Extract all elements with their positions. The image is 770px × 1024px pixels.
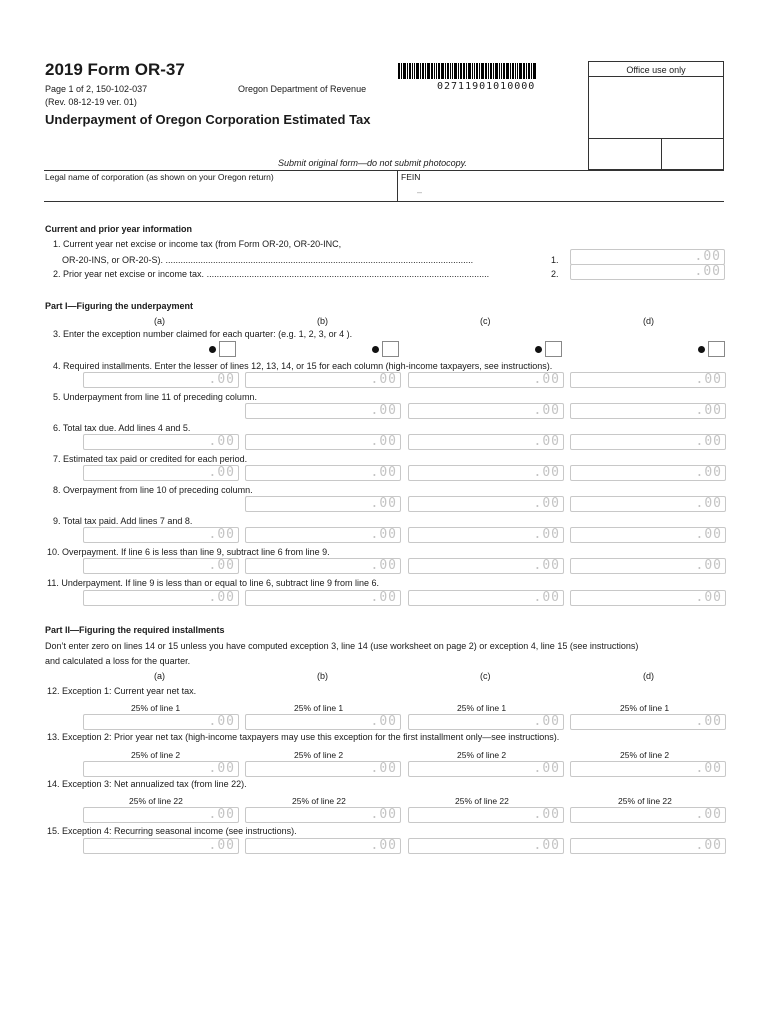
part2-intro-cont: and calculated a loss for the quarter. [45,656,191,666]
line12-sub-a: 25% of line 1 [131,703,181,713]
amount-placeholder: .00 [695,558,722,573]
amount-placeholder: .00 [533,403,560,418]
line4-text: 4. Required installments. Enter the lesser of lines 12, 13, 14, or 15 for each column (high-income taxpayers, see instructions). [53,361,553,371]
fein-label: FEIN [401,172,421,182]
amount-placeholder: .00 [370,761,397,776]
line5-text: 5. Underpayment from line 11 of preceding column. [53,392,257,402]
line7-c[interactable] [408,465,564,481]
part2-intro: Don’t enter zero on lines 14 or 15 unless you have computed exception 3, line 14 (use worksheet on page 2) or exception 4, line 15 (see instructions) [45,641,639,651]
line9-d[interactable] [570,527,726,543]
line6-text: 6. Total tax due. Add lines 4 and 5. [53,423,191,433]
line14-sub-a: 25% of line 22 [129,796,183,806]
line12-text: 12. Exception 1: Current year net tax. [47,686,197,696]
amount-placeholder: .00 [695,838,722,853]
line14-c[interactable] [408,807,564,823]
amount-placeholder: .00 [370,714,397,729]
amount-placeholder: .00 [370,590,397,605]
line11-c[interactable] [408,590,564,606]
amount-placeholder: .00 [533,372,560,387]
amount-placeholder: .00 [208,714,235,729]
line13-sub-c: 25% of line 2 [457,750,507,760]
line11-a[interactable] [83,590,239,606]
line1-text-cont: OR-20-INS, or OR-20-S). ........................................................................................................................... [62,255,474,265]
bullet [698,346,705,353]
amount-placeholder: .00 [370,527,397,542]
line3-text: 3. Enter the exception number claimed for each quarter: (e.g. 1, 2, 3, or 4 ). [53,329,353,339]
amount-placeholder: .00 [695,403,722,418]
amount-placeholder: .00 [695,714,722,729]
line5-b[interactable] [245,403,401,419]
part1-col-a: (a) [154,316,165,326]
line3-exception-d[interactable] [708,341,725,357]
amount-placeholder: .00 [208,590,235,605]
line12-c[interactable] [408,714,564,730]
line12-b[interactable] [245,714,401,730]
amount-placeholder: .00 [695,434,722,449]
amount-placeholder: .00 [695,465,722,480]
amount-placeholder: .00 [370,807,397,822]
form-title: 2019 Form OR-37 [45,60,185,79]
line4-b[interactable] [245,372,401,388]
line8-b[interactable] [245,496,401,512]
line12-d[interactable] [570,714,726,730]
line7-d[interactable] [570,465,726,481]
line7-b[interactable] [245,465,401,481]
amount-placeholder: .00 [533,496,560,511]
amount-placeholder: .00 [208,761,235,776]
line6-a[interactable] [83,434,239,450]
amount-placeholder: .00 [533,838,560,853]
amount-placeholder: .00 [370,558,397,573]
line10-c[interactable] [408,558,564,574]
amount-placeholder: .00 [208,527,235,542]
line8-text: 8. Overpayment from line 10 of preceding column. [53,485,253,495]
line3-exception-a[interactable] [219,341,236,357]
form-subtitle: Underpayment of Oregon Corporation Estimated Tax [45,112,371,127]
line11-text: 11. Underpayment. If line 9 is less than or equal to line 6, subtract line 9 from line 6. [47,578,380,588]
line10-a[interactable] [83,558,239,574]
line12-a[interactable] [83,714,239,730]
line14-sub-c: 25% of line 22 [455,796,509,806]
amount-placeholder: .00 [370,372,397,387]
line3-exception-b[interactable] [382,341,399,357]
line15-b[interactable] [245,838,401,854]
amount-placeholder: .00 [208,434,235,449]
revision: (Rev. 08-12-19 ver. 01) [45,97,137,107]
amount-placeholder: .00 [533,465,560,480]
amount-placeholder: .00 [533,434,560,449]
amount-placeholder: .00 [370,465,397,480]
part2-col-d: (d) [643,671,654,681]
line15-text: 15. Exception 4: Recurring seasonal income (see instructions). [47,826,297,836]
bullet [535,346,542,353]
line11-b[interactable] [245,590,401,606]
amount-placeholder: .00 [695,372,722,387]
amount-placeholder: .00 [533,714,560,729]
line14-a[interactable] [83,807,239,823]
line4-a[interactable] [83,372,239,388]
line13-sub-d: 25% of line 2 [620,750,670,760]
amount-placeholder: .00 [370,496,397,511]
line12-sub-c: 25% of line 1 [457,703,507,713]
part1-col-b: (b) [317,316,328,326]
line14-text: 14. Exception 3: Net annualized tax (from line 22). [47,779,247,789]
line12-sub-d: 25% of line 1 [620,703,670,713]
line1-number: 1. [551,255,559,265]
amount-placeholder: .00 [208,807,235,822]
line13-sub-b: 25% of line 2 [294,750,344,760]
line13-c[interactable] [408,761,564,777]
amount-placeholder: .00 [208,838,235,853]
part2-heading: Part II—Figuring the required installments [45,625,225,635]
part2-col-a: (a) [154,671,165,681]
line2-input[interactable] [570,264,725,280]
part2-col-b: (b) [317,671,328,681]
amount-placeholder: .00 [695,807,722,822]
line10-d[interactable] [570,558,726,574]
department: Oregon Department of Revenue [238,84,367,94]
page-info: Page 1 of 2, 150-102-037 [45,84,148,94]
amount-placeholder: .00 [695,761,722,776]
line7-a[interactable] [83,465,239,481]
line9-c[interactable] [408,527,564,543]
line11-d[interactable] [570,590,726,606]
line7-text: 7. Estimated tax paid or credited for each period. [53,454,248,464]
part1-col-c: (c) [480,316,491,326]
line8-c[interactable] [408,496,564,512]
line13-text: 13. Exception 2: Prior year net tax (high-income taxpayers may use this exception for the first installment only—see instructions). [47,732,560,742]
amount-placeholder: .00 [208,465,235,480]
line5-d[interactable] [570,403,726,419]
line4-d[interactable] [570,372,726,388]
line14-b[interactable] [245,807,401,823]
amount-placeholder: .00 [533,558,560,573]
line9-text: 9. Total tax paid. Add lines 7 and 8. [53,516,193,526]
amount-placeholder: .00 [695,590,722,605]
amount-placeholder: .00 [695,527,722,542]
line14-sub-b: 25% of line 22 [292,796,346,806]
line15-a[interactable] [83,838,239,854]
line15-d[interactable] [570,838,726,854]
bullet [209,346,216,353]
office-use-label: Office use only [626,65,686,75]
amount-placeholder: .00 [533,807,560,822]
amount-placeholder: .00 [533,761,560,776]
line1-input[interactable] [570,249,725,265]
line13-sub-a: 25% of line 2 [131,750,181,760]
line6-c[interactable] [408,434,564,450]
line6-b[interactable] [245,434,401,450]
line12-sub-b: 25% of line 1 [294,703,344,713]
amount-placeholder: .00 [370,838,397,853]
line14-d[interactable] [570,807,726,823]
line10-b[interactable] [245,558,401,574]
amount-placeholder: .00 [695,496,722,511]
current-prior-heading: Current and prior year information [45,224,193,234]
line5-c[interactable] [408,403,564,419]
line13-d[interactable] [570,761,726,777]
fein-dash: – [417,187,423,197]
amount-placeholder: .00 [370,403,397,418]
part1-heading: Part I—Figuring the underpayment [45,301,194,311]
legal-name-input[interactable] [44,184,396,200]
office-use-box [588,61,724,170]
barcode-number: 02711901010000 [437,81,536,92]
line8-d[interactable] [570,496,726,512]
amount-placeholder: .00 [208,558,235,573]
line14-sub-d: 25% of line 22 [618,796,672,806]
line6-d[interactable] [570,434,726,450]
line9-b[interactable] [245,527,401,543]
barcode [398,63,537,79]
line9-a[interactable] [83,527,239,543]
line10-text: 10. Overpayment. If line 6 is less than line 9, subtract line 6 from line 9. [47,547,330,557]
line13-a[interactable] [83,761,239,777]
submit-note: Submit original form—do not submit photocopy. [278,158,467,168]
line3-exception-c[interactable] [545,341,562,357]
bullet [372,346,379,353]
line13-b[interactable] [245,761,401,777]
line1-text: 1. Current year net excise or income tax (from Form OR-20, OR-20-INC, [53,239,342,249]
legal-name-label: Legal name of corporation (as shown on your Oregon return) [45,172,274,182]
amount-placeholder: .00 [533,590,560,605]
part2-col-c: (c) [480,671,491,681]
amount-placeholder: .00 [533,527,560,542]
amount-placeholder: .00 [370,434,397,449]
amount-placeholder: .00 [694,249,721,264]
fein-input[interactable] [400,184,724,200]
line2-number: 2. [551,269,559,279]
line2-text: 2. Prior year net excise or income tax. ................................................................................................................. [53,269,490,279]
amount-placeholder: .00 [208,372,235,387]
amount-placeholder: .00 [694,264,721,279]
part1-col-d: (d) [643,316,654,326]
line15-c[interactable] [408,838,564,854]
line4-c[interactable] [408,372,564,388]
